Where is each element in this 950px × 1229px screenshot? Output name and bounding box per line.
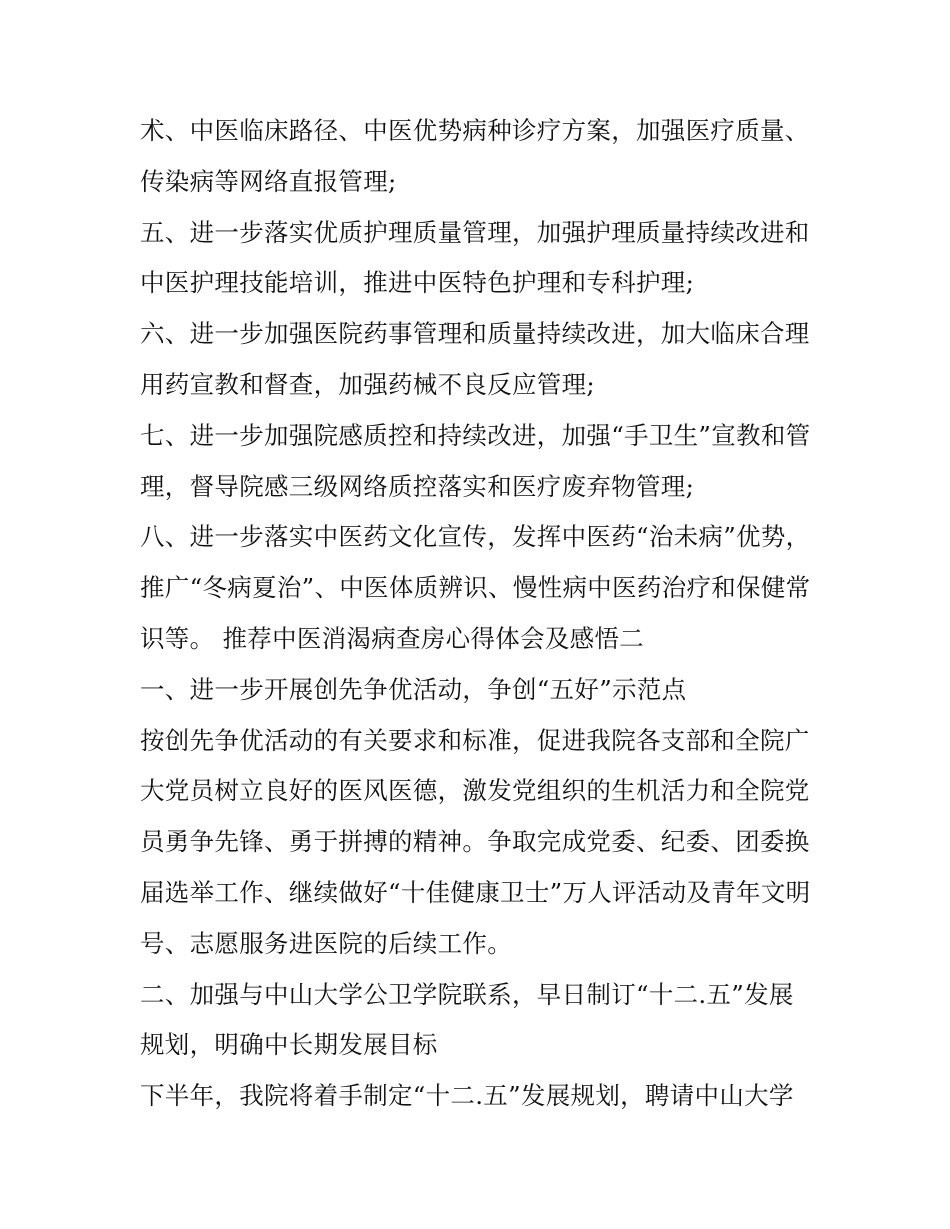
text-line: 六、进一步加强医院药事管理和质量持续改进，加大临床合理 xyxy=(140,319,810,349)
text-line: 届选举工作、继续做好“十佳健康卫士”万人评活动及青年文明 xyxy=(140,877,811,907)
text-line: 传染病等网络直报管理; xyxy=(140,166,397,196)
text-line: 五、进一步落实优质护理质量管理，加强护理质量持续改进和 xyxy=(140,217,810,247)
text-line: 中医护理技能培训，推进中医特色护理和专科护理; xyxy=(140,268,695,298)
text-line: 识等。 推荐中医消渴病查房心得体会及感悟二 xyxy=(140,623,645,653)
section-heading: 一、进一步开展创先争优活动，争创“五好”示范点 xyxy=(140,674,687,704)
text-line: 术、中医临床路径、中医优势病种诊疗方案，加强医疗质量、 xyxy=(140,116,810,145)
document-body xyxy=(140,106,830,1122)
text-line: 推广“冬病夏治”、中医体质辨识、慢性病中医药治疗和保健常 xyxy=(140,573,811,603)
text-line: 大党员树立良好的医风医德，激发党组织的生机活力和全院党 xyxy=(140,776,810,806)
text-line: 理，督导院感三级网络质控落实和医疗废弃物管理; xyxy=(140,471,695,501)
text-line: 号、志愿服务进医院的后续工作。 xyxy=(140,928,512,958)
text-line: 七、进一步加强院感质控和持续改进，加强“手卫生”宣教和管 xyxy=(140,420,811,450)
text-line: 用药宣教和督查，加强药械不良反应管理; xyxy=(140,369,595,399)
section-heading: 二、加强与中山大学公卫学院联系，早日制订“十二.五”发展 xyxy=(140,979,794,1009)
text-line: 按创先争优活动的有关要求和标准，促进我院各支部和全院广 xyxy=(140,725,810,755)
section-heading: 规划，明确中长期发展目标 xyxy=(140,1030,438,1060)
text-line: 下半年，我院将着手制定“十二.五”发展规划，聘请中山大学 xyxy=(140,1081,794,1111)
text-line: 员勇争先锋、勇于拼搏的精神。争取完成党委、纪委、团委换 xyxy=(140,827,810,857)
text-line: 八、进一步落实中医药文化宣传，发挥中医药“治未病”优势， xyxy=(140,522,811,552)
